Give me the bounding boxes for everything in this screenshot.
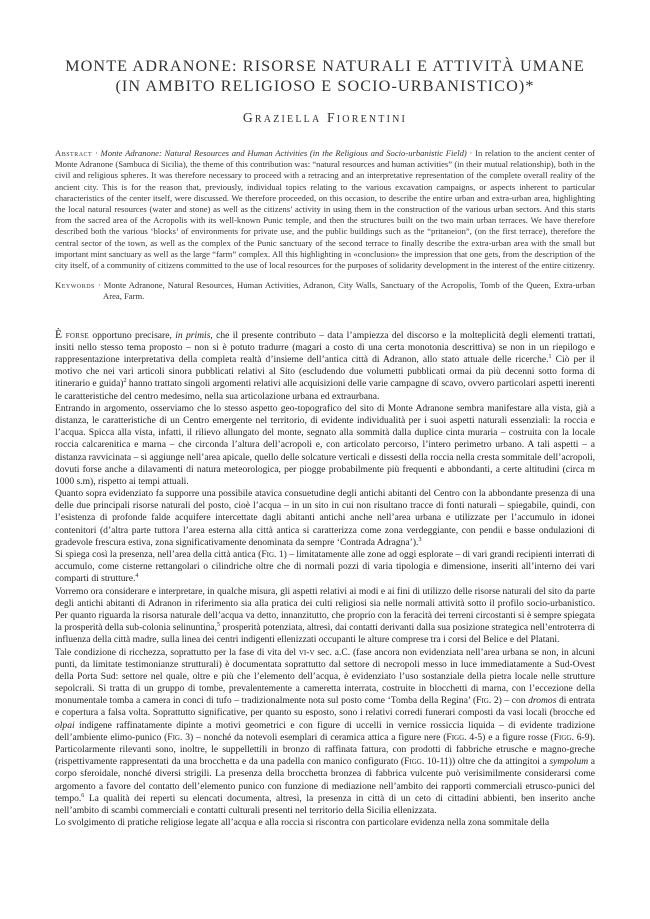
text-run: Vorremo ora considerare e interpretare, in qualche misura, gli aspetti relativi ai modi e ai fini di utilizzo delle risorse naturali del sito da parte degli antichi abitanti di Adranon in riferimento sia alla pratica dei culti religiosi sia nelle normali attività sotto il profilo socio-urbanistico. Per quanto riguarda la risorsa naturale dell’acqua va detto, innanzitutto, che proprio con la feracità dei terreni circostanti si è sempre spiegata la prosperità della sub-colonia selinuntina, xyxy=(55,585,595,634)
text-run: opportuno precisare, xyxy=(89,329,176,341)
text-run: hanno trattato singoli argomenti relativi alle acquisizioni delle varie campagne di scavo, ovvero particolari aspetti inerenti le caratteristiche del centro medesimo, nella sua articolazione urbana ed extraurbana. xyxy=(55,378,596,402)
italic-run: sympolum xyxy=(549,756,589,768)
text-run: prosperità potenziata, altresì, dai contatti derivanti dalla sua posizione strategica nell’entroterra di influenza della città madre, sulla linea dei centri indigenti ellenizzati occupanti le alture comprese tra i corsi del Belice e del Platani. xyxy=(55,622,595,646)
text-run: ) e a figure rosse ( xyxy=(482,731,554,743)
text-run: )) oltre che da attingitoi a xyxy=(448,756,550,768)
body-text xyxy=(55,329,595,830)
italic-run: dromos xyxy=(528,695,557,707)
text-run: La qualità dei reperti su elencati documenta, altresì, la presenza in città di un ceto di cittadini abbienti, ben inserito anche nell’ambito di scambi commerciali e contatti culturali presenti nel territorio della Sicilia ellenizzata. xyxy=(55,792,595,816)
text-run: sec. a.C. (fase ancora non evidenziata nell’area urbana se non, in alcuni punti, da limitate testimonianze strutturali) è documentata soprattutto dal settore di necropoli messo in luce immediatamente a Sud-Ovest della Porta Sud: settore nel quale, oltre e più che l’elemento dell’acqua, è evidenziato l’uso sostanziale della pietra locale nelle strutture sepolcrali. Si tratta di un gruppo di tombe, prevalentemente a cameretta interrata, costruite in blocchetti di marna, con l’eccezione della monumentale tomba a camera in conci di tufo – tradizionalmente nota sul posto come ‘Tomba della Regina’ ( xyxy=(55,646,595,707)
keywords-label: Keywords xyxy=(55,280,95,291)
author-name: Graziella Fiorentini xyxy=(242,110,408,125)
text-run: di entrata e copertura a falsa volta. Soprattutto significative, per quanto su esposto, sono i relativi corredi funerari composti da vasi locali (brocche ed xyxy=(55,695,595,719)
lead-smallcaps: forse xyxy=(62,329,89,341)
text-run: a corpo sferoidale, nonché diversi strigili. La presenza della brocchetta bronzea di fabbrica vulcente può verisimilmente considerarsi come argomento a favore del contatto dell’elemento punico con funzione di mediazione nell’ambito dei rapporti commerciali etrusco-punici del tempo. xyxy=(55,756,595,804)
paragraph-6 xyxy=(55,647,595,818)
text-run: Quanto sopra evidenziato fa supporre una possibile atavica consuetudine degli antichi abitanti del Centro con la abbondante presenza di una delle due principali risorse naturali del posto, cioè l’acqua – in un sito in cui non risultano tracce di fonti naturali – spiegabile, quindi, con l’esistenza di profonde falde acquifere intercettate dagli abitanti antichi anche nell’area urbana e utilizzate per l’accumulo in idonei contenitori (d’altra parte tuttora l’area esterna alla città antica si caratterizza come zona verdeggiante, con pendii e basse ondulazioni di gradevole frescura estiva, zona significativamente denominata da sempre ‘Contrada Adragna’). xyxy=(55,488,595,548)
smallcaps-run: vi-v xyxy=(298,646,315,658)
lead-initial: È xyxy=(55,328,63,341)
abstract-text: · In relation to the ancient center of Monte Adranone (Sambuca di Sicilia), the theme of this contribution was: “natural resources and human activities” (in their mutual relationship), both in the civil and religious spheres. It was therefore necessary to proceed with a retracing and an interpretative representation of the complete overall reality of the ancient city. This is for the reason that, previously, individual topics relating to the various excavation campaigns, or aspects inherent to particular characteristics of the center itself, were discussed. We therefore proceeded, on this occasion, to describe the entire urban and extra-urban area, highlighting the local natural resources (water and stone) as well as the citizens’ activity in using them in the construction of the various urban sectors. And this starts from the sacred area of the Acropolis with its well-known Punic temple, and then the structures built on the two main urban terraces. We have therefore described both the various ‘blocks’ of environments for private use, and the public buildings such as the “pritaneion”, (on the first terrace), therefore the central sector of the town, as well as the complex of the Punic sanctuary of the second terrace to finally describe the extra-urban area with the small but important mint sanctuary as well as the large “farm” complex. All this highlighting in «conclusion» the impression that one gets, from the description of the city itself, of a community of citizens committed to the use of local resources for the purposes of solidarity development in the interest of the entire citizenry. xyxy=(55,148,595,271)
text-run: ) – limitatamente alle zone ad oggi esplorate – di vari grandi recipienti interrati di accumulo, come cisterne rettangolari o cilindriche oltre che di normali pozzi di varia tipologia e dimensione, inseriti all’interno dei vari comparti di strutture. xyxy=(55,549,596,585)
italic-run: olpai xyxy=(55,719,75,731)
paragraph-3 xyxy=(55,488,595,549)
abstract-english-title: Monte Adranone: Natural Resources and Human Activities (in the Religious and Socio-urbanistic Field) xyxy=(100,148,467,158)
text-run: Si spiega così la presenza, nell’area della città antica ( xyxy=(55,549,262,561)
figure-ref[interactable]: Fig. 2 xyxy=(476,695,499,707)
figure-ref[interactable]: Figg. 4-5 xyxy=(446,731,483,743)
text-run: ). Particolarmente rilevanti sono, inoltre, le suppellettili in bronzo di raffinata fattura, con prodotti di fabbriche etrusche e magno-greche (rispettivamente rappresentati da una brocchetta e da una padella con manico configurato ( xyxy=(55,731,596,768)
text-run: ) – con xyxy=(498,695,529,707)
paragraph-1 xyxy=(55,329,595,403)
abstract xyxy=(55,148,595,271)
keywords-text: · Monte Adranone, Natural Resources, Human Activities, Adranon, City Walls, Sanctuary of the Acropolis, Tomb of the Queen, Extra-urban Area, Farm. xyxy=(94,280,595,302)
footnote-ref[interactable]: 3 xyxy=(418,536,422,543)
paragraph-4 xyxy=(55,549,595,586)
figure-ref[interactable]: Fig. 3 xyxy=(167,731,191,743)
italic-run: in primis xyxy=(175,329,211,341)
text-run: Ciò per il motivo che nei vari articoli sinora pubblicati relativi al Sito (escludendo due volumetti pubblicati ormai da più decenni sotto forma di itinerario e guida) xyxy=(55,354,595,390)
figure-ref[interactable]: Figg. 6-9 xyxy=(553,731,590,743)
abstract-label: Abstract xyxy=(55,148,93,158)
footnote-ref[interactable]: 4 xyxy=(135,573,139,580)
article-title xyxy=(55,56,595,96)
keywords xyxy=(55,280,595,302)
figure-ref[interactable]: Figg. 10-11 xyxy=(404,756,449,768)
paper-page xyxy=(55,0,595,829)
footnote-ref[interactable]: 1 xyxy=(548,354,552,361)
title-line-2: (IN AMBITO RELIGIOSO E SOCIO-URBANISTICO)* xyxy=(115,77,535,95)
text-run: , che il presente contributo – data l’ampiezza del discorso e la molteplicità degli elementi trattati, insiti nello stesso tema proposto – non si è potuto tradurre (magari a costo di una certa monotonia descrittiva) se non in un riepilogo e rappresentazione interpretativa della completa realtà d’insieme dell’antica città di Adranon, allo stato attuale delle ricerche. xyxy=(55,329,595,366)
footnote-ref[interactable]: 6 xyxy=(81,792,85,799)
abstract-separator: · xyxy=(92,148,101,158)
title-line-1: MONTE ADRANONE: RISORSE NATURALI E ATTIVITÀ UMANE xyxy=(65,57,585,75)
text-run: Tale condizione di ricchezza, soprattutto per la fase di vita del xyxy=(55,646,299,658)
footnote-ref[interactable]: 2 xyxy=(123,378,127,385)
text-run: indigene raffinatamente dipinte a motivi geometrici e con figure di uccelli in vernice rossiccia liquida – di evidente tradizione dell’ambiente elimo-punico ( xyxy=(55,719,595,743)
text-run: ) – nonché da notevoli esemplari di ceramica attica a figure nere ( xyxy=(190,731,447,743)
footnote-ref[interactable]: 5 xyxy=(217,622,221,629)
paragraph-7: Lo svolgimento di pratiche religiose legate all’acqua e alla roccia si riscontra con particolare evidenza nella zona sommitale della xyxy=(55,817,550,829)
paragraph-5 xyxy=(55,586,595,647)
figure-ref[interactable]: Fig. 1 xyxy=(261,549,284,561)
paragraph-2: Entrando in argomento, osserviamo che lo stesso aspetto geo-topografico del sito di Monte Adranone sembra manifestare alla vista, già a distanza, le caratteristiche di un Centro emergente nel territorio, di evidente individualità per i suoi aspetti naturali essenziali: la roccia e l’acqua. Spicca alla vista, infatti, il rilievo allungato del monte, segnato alla sommità dalla duplice cinta muraria – costruita con la locale roccia calcarenitica e marna – che circonda l’altura dell’acropoli e, con articolato percorso, l’intero perimetro urbano. A tali aspetti – a distanza ravvicinata – si aggiunge nell’area apicale, quello delle solcature verticali e dissesti della roccia nella cresta sommitale dell’acropoli, dovuti forse anche a dilavamenti di natura meteorologica, per piogge probabilmente più frequenti e abbondanti, a certe altitudini (circa m 1000 s.m), rispetto ai tempi attuali. xyxy=(55,402,595,487)
